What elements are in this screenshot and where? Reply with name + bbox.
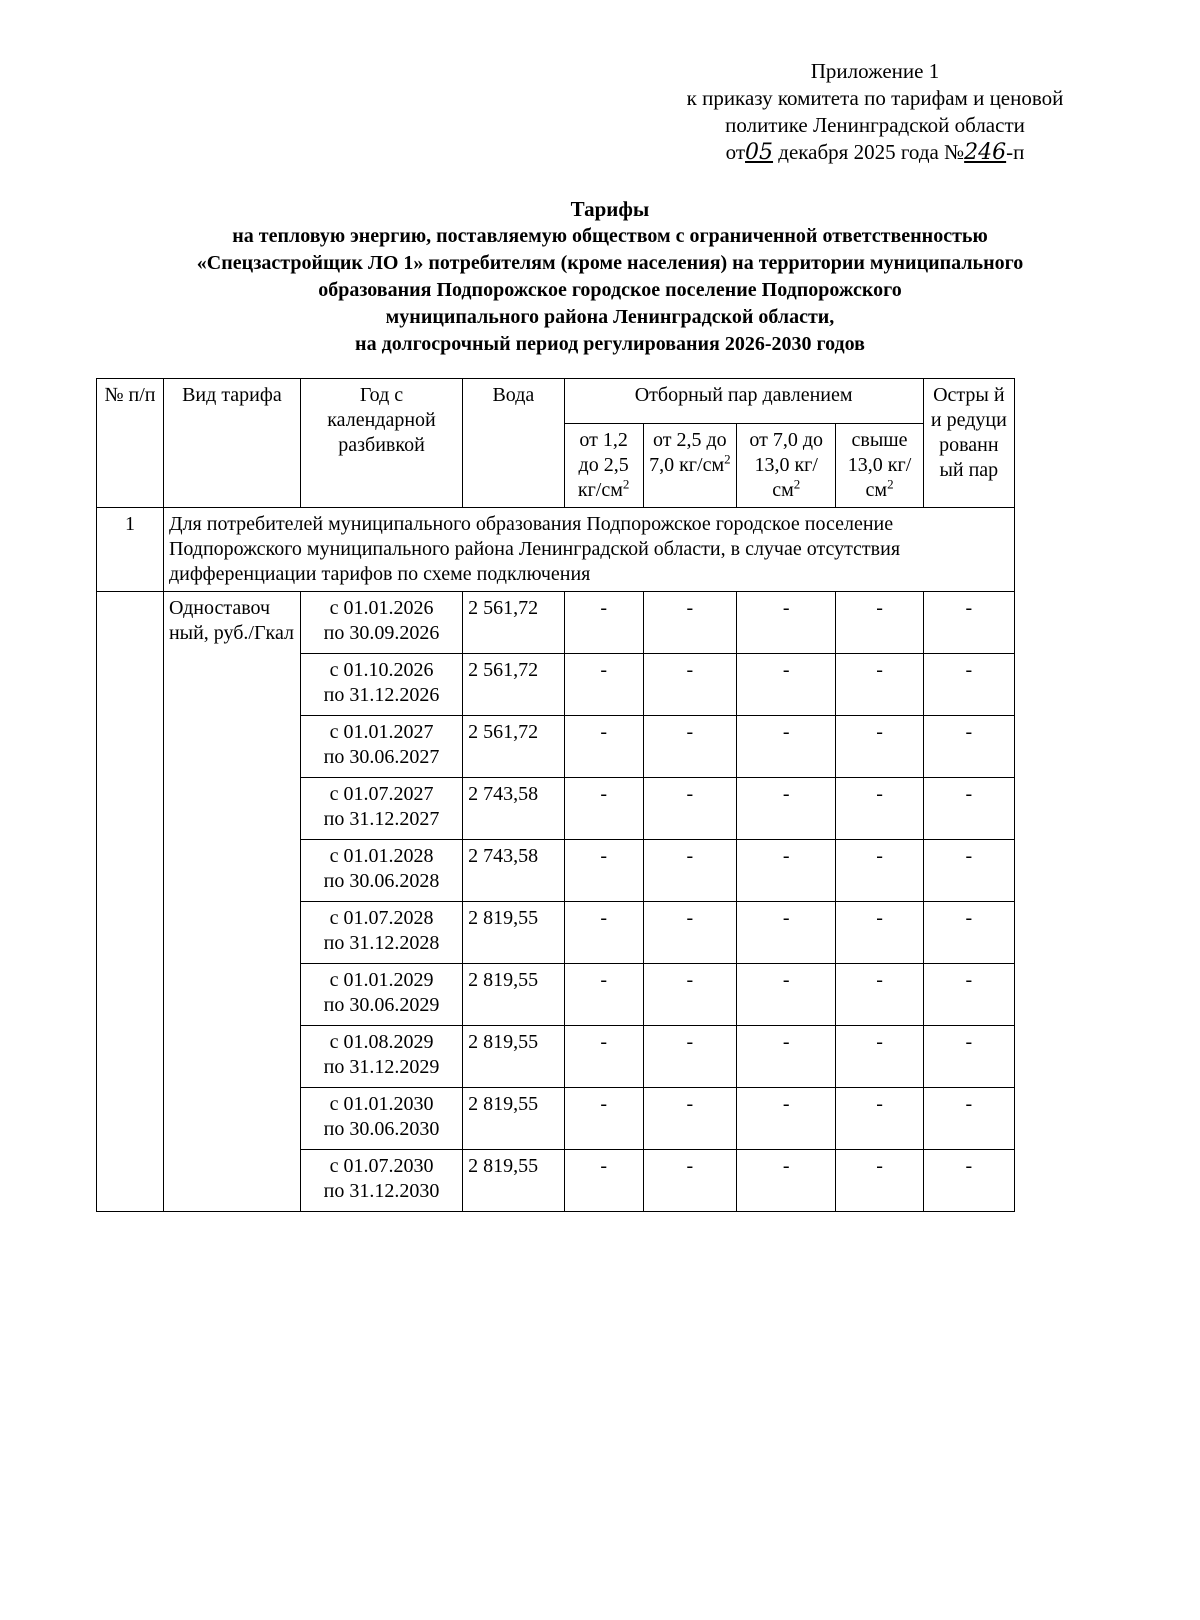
tariff-type: Одноставоч ный, руб./Гкал bbox=[163, 592, 300, 1212]
empty-value-dash: - bbox=[564, 778, 643, 840]
period-from: с 01.08.2029 bbox=[329, 1031, 434, 1053]
empty-value-dash: - bbox=[923, 964, 1014, 1026]
empty-value-dash: - bbox=[923, 1150, 1014, 1212]
period-cell bbox=[300, 902, 462, 964]
empty-value-dash: - bbox=[643, 902, 736, 964]
handwritten-day: 05 bbox=[745, 140, 774, 165]
empty-value-dash: - bbox=[564, 592, 643, 654]
period-cell bbox=[300, 592, 462, 654]
period-cell bbox=[300, 1088, 462, 1150]
period-from: с 01.07.2028 bbox=[329, 907, 434, 929]
empty-value-dash: - bbox=[923, 716, 1014, 778]
period-cell bbox=[300, 716, 462, 778]
order-suffix: -п bbox=[1006, 140, 1025, 164]
water-value: 2 743,58 bbox=[463, 778, 564, 840]
empty-value-dash: - bbox=[836, 964, 923, 1026]
empty-value-dash: - bbox=[643, 1026, 736, 1088]
period-from: с 01.01.2030 bbox=[329, 1093, 434, 1115]
empty-value-dash: - bbox=[643, 1088, 736, 1150]
period-to: по 30.09.2026 bbox=[323, 622, 440, 644]
header-steam-group: Отборный пар давлением bbox=[564, 379, 923, 424]
period-to: по 30.06.2029 bbox=[323, 994, 440, 1016]
empty-value-dash: - bbox=[564, 840, 643, 902]
section-num: 1 bbox=[97, 508, 164, 592]
water-value: 2 819,55 bbox=[463, 902, 564, 964]
tariff-table bbox=[96, 378, 1015, 1212]
empty-value-dash: - bbox=[923, 902, 1014, 964]
title-line-2: «Спецзастройщик ЛО 1» потребителям (кроме населения) на территории муниципального bbox=[196, 252, 1024, 274]
period-cell bbox=[300, 1150, 462, 1212]
empty-value-dash: - bbox=[564, 654, 643, 716]
header-row-1 bbox=[97, 379, 1015, 424]
period-to: по 30.06.2027 bbox=[323, 746, 440, 768]
water-value: 2 819,55 bbox=[463, 964, 564, 1026]
period-from: с 01.01.2027 bbox=[329, 721, 434, 743]
date-middle: декабря 2025 года № bbox=[778, 140, 965, 164]
empty-value-dash: - bbox=[923, 1088, 1014, 1150]
empty-value-dash: - bbox=[923, 654, 1014, 716]
period-from: с 01.01.2028 bbox=[329, 845, 434, 867]
water-value: 2 819,55 bbox=[463, 1088, 564, 1150]
empty-value-dash: - bbox=[836, 654, 923, 716]
empty-value-dash: - bbox=[643, 592, 736, 654]
water-value: 2 561,72 bbox=[463, 716, 564, 778]
water-value: 2 819,55 bbox=[463, 1026, 564, 1088]
period-cell bbox=[300, 840, 462, 902]
document-title bbox=[60, 196, 1160, 358]
empty-value-dash: - bbox=[836, 592, 923, 654]
appendix-line-1: Приложение 1 bbox=[810, 59, 940, 83]
empty-value-dash: - bbox=[737, 1088, 836, 1150]
water-value: 2 561,72 bbox=[463, 592, 564, 654]
empty-value-dash: - bbox=[643, 964, 736, 1026]
empty-value-dash: - bbox=[836, 840, 923, 902]
header-sharp-steam: Остры й и редуци рованн ый пар bbox=[923, 379, 1014, 508]
header-year: Год с календарной разбивкой bbox=[300, 379, 462, 508]
water-value: 2 561,72 bbox=[463, 654, 564, 716]
appendix-line-2: к приказу комитета по тарифам и ценовой bbox=[686, 86, 1064, 110]
empty-value-dash: - bbox=[737, 716, 836, 778]
empty-value-dash: - bbox=[836, 902, 923, 964]
empty-value-dash: - bbox=[737, 1026, 836, 1088]
empty-value-dash: - bbox=[564, 716, 643, 778]
date-prefix: от bbox=[725, 140, 746, 164]
period-from: с 01.01.2029 bbox=[329, 969, 434, 991]
appendix-line-3: политике Ленинградской области bbox=[725, 113, 1025, 137]
period-from: с 01.07.2027 bbox=[329, 783, 434, 805]
title-main: Тарифы bbox=[570, 197, 650, 221]
empty-value-dash: - bbox=[737, 778, 836, 840]
header-pressure-1: от 1,2 до 2,5 $кг/см^2$ bbox=[564, 424, 643, 508]
period-cell bbox=[300, 778, 462, 840]
empty-value-dash: - bbox=[564, 1150, 643, 1212]
period-from: с 01.01.2026 bbox=[329, 597, 434, 619]
period-to: по 31.12.2028 bbox=[323, 932, 440, 954]
period-to: по 30.06.2030 bbox=[323, 1118, 440, 1140]
empty-value-dash: - bbox=[737, 902, 836, 964]
title-line-1: на тепловую энергию, поставляемую обществом с ограниченной ответственностью bbox=[232, 225, 988, 247]
appendix-header bbox=[640, 58, 1110, 166]
period-from: с 01.10.2026 bbox=[329, 659, 434, 681]
title-line-4: муниципального района Ленинградской области, bbox=[385, 306, 835, 328]
empty-value-dash: - bbox=[564, 1088, 643, 1150]
empty-value-dash: - bbox=[643, 716, 736, 778]
empty-num-cell bbox=[97, 592, 164, 1212]
empty-value-dash: - bbox=[836, 716, 923, 778]
period-to: по 30.06.2028 bbox=[323, 870, 440, 892]
empty-value-dash: - bbox=[923, 778, 1014, 840]
empty-value-dash: - bbox=[836, 1088, 923, 1150]
empty-value-dash: - bbox=[923, 592, 1014, 654]
water-value: 2 743,58 bbox=[463, 840, 564, 902]
period-from: с 01.07.2030 bbox=[329, 1155, 434, 1177]
header-water: Вода bbox=[463, 379, 564, 508]
header-num: № п/п bbox=[97, 379, 164, 508]
empty-value-dash: - bbox=[643, 840, 736, 902]
period-to: по 31.12.2030 bbox=[323, 1180, 440, 1202]
empty-value-dash: - bbox=[643, 778, 736, 840]
empty-value-dash: - bbox=[836, 778, 923, 840]
section-description: Для потребителей муниципального образования Подпорожское городское поселение Подпорожского муниципального района Ленинградской области, в случае отсутствия дифференциации тарифов по схеме подключения bbox=[163, 508, 1014, 592]
empty-value-dash: - bbox=[737, 840, 836, 902]
period-to: по 31.12.2029 bbox=[323, 1056, 440, 1078]
period-cell bbox=[300, 964, 462, 1026]
empty-value-dash: - bbox=[737, 592, 836, 654]
empty-value-dash: - bbox=[643, 1150, 736, 1212]
header-pressure-2: от 2,5 до 7,0 $кг/см^2$ bbox=[643, 424, 736, 508]
title-line-5: на долгосрочный период регулирования 2026-2030 годов bbox=[355, 333, 865, 355]
water-value: 2 819,55 bbox=[463, 1150, 564, 1212]
header-pressure-4: свыше 13,0 $кг/см^2$ bbox=[836, 424, 923, 508]
empty-value-dash: - bbox=[737, 654, 836, 716]
empty-value-dash: - bbox=[836, 1026, 923, 1088]
empty-value-dash: - bbox=[643, 654, 736, 716]
empty-value-dash: - bbox=[923, 1026, 1014, 1088]
handwritten-order-number: 246 bbox=[964, 140, 1007, 165]
period-cell bbox=[300, 1026, 462, 1088]
title-line-3: образования Подпорожское городское поселение Подпорожского bbox=[318, 279, 902, 301]
section-row bbox=[97, 508, 1015, 592]
empty-value-dash: - bbox=[564, 964, 643, 1026]
header-pressure-3: от 7,0 до 13,0 $кг/см^2$ bbox=[737, 424, 836, 508]
period-to: по 31.12.2027 bbox=[323, 808, 440, 830]
empty-value-dash: - bbox=[836, 1150, 923, 1212]
empty-value-dash: - bbox=[923, 840, 1014, 902]
period-cell bbox=[300, 654, 462, 716]
empty-value-dash: - bbox=[737, 964, 836, 1026]
empty-value-dash: - bbox=[737, 1150, 836, 1212]
table-row bbox=[97, 592, 1015, 654]
header-tariff-type: Вид тарифа bbox=[163, 379, 300, 508]
appendix-line-4 bbox=[640, 139, 1110, 166]
empty-value-dash: - bbox=[564, 902, 643, 964]
period-to: по 31.12.2026 bbox=[323, 684, 440, 706]
empty-value-dash: - bbox=[564, 1026, 643, 1088]
